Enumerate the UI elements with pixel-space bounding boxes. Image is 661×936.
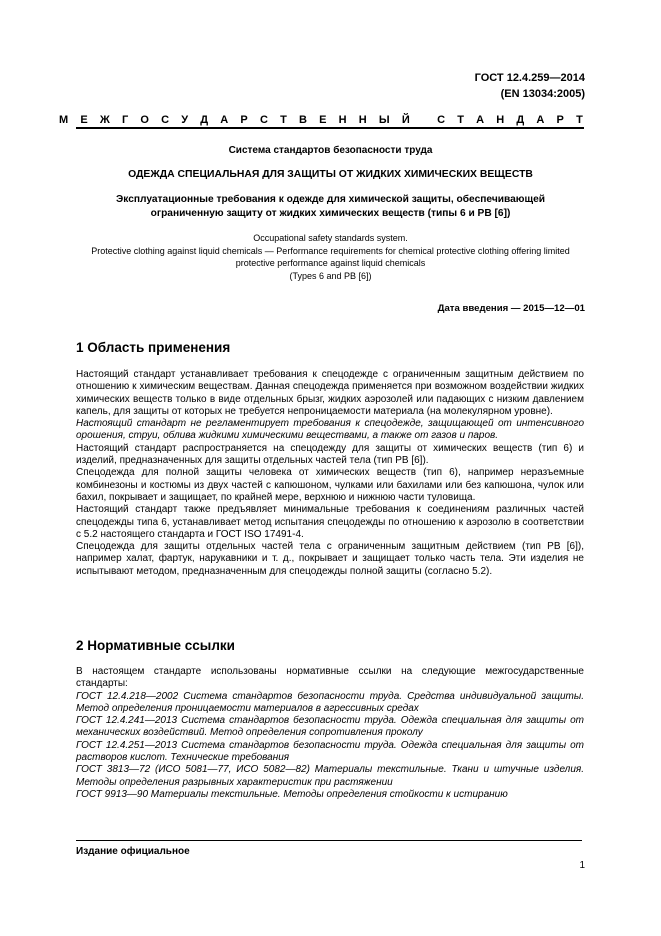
banner-letter: А [476,114,485,126]
banner-letter: Т [576,114,583,126]
banner-rule [76,127,584,129]
banner-letter: Ж [99,114,110,126]
banner-letter: Т [280,114,287,126]
banner-letter: Е [319,114,327,126]
section-2-body [76,666,584,801]
intro-date: Дата введения — 2015—12—01 [437,303,585,314]
english-title-line: (Types 6 and PB [6]) [289,270,372,281]
paragraph: Настоящий стандарт распространяется на спецодежду для защиты от химических веществ (тип 6) и изделий, предназначенных для защиты отдельных частей тела (тип PB [6]). [76,442,584,467]
english-title [40,232,621,282]
paragraph: В настоящем стандарте использованы нормативные ссылки на следующие межгосударственные стандарты: [76,666,584,690]
reference-item: ГОСТ 3813—72 (ИСО 5081—77, ИСО 5082—82) Материалы текстильные. Ткани и штучные изделия. Методы определения разрывных характеристик при растяжении [76,764,584,788]
subtitle [40,193,621,221]
banner-letter: Т [457,114,464,126]
paragraph: Настоящий стандарт устанавливает требования к спецодежде с ограниченным защитным действием по отношению к химическим веществам. Данная спецодежда применяется при возможном воздействии жидких химических веществ только в виде отдельных брызг, жидких аэрозолей или падающих с низким давлением капель, для защиты от которых не требуется непроницаемости материала (на молекулярном уровне). [76,369,584,417]
section-1-body [76,369,584,578]
banner-letter: Н [496,114,505,126]
banner-letter: Н [358,114,367,126]
official-edition-label: Издание официальное [76,846,190,857]
banner-letter: В [298,114,307,126]
gost-number: ГОСТ 12.4.259—2014 [474,72,585,84]
banner-letter: С [161,114,170,126]
paragraph: Спецодежда для защиты отдельных частей тела с ограниченным защитным действием (тип PB [6]), например халат, фартук, нарукавники и т. д., покрывает и защищает только часть тела. Эти изделия не испытывают методом, предназначенным для спецодежды полной защиты (согласно 5.2). [76,541,584,577]
page-number: 1 [579,860,585,871]
banner-letter: С [259,114,268,126]
banner-letter: У [181,114,189,126]
english-title-line: protective performance against liquid chemicals [235,258,426,268]
section-2-heading: 2 Нормативные ссылки [76,638,235,653]
paragraph: Настоящий стандарт не регламентирует требования к спецодежде, защищающей от интенсивного орошения, струи, облива жидкими химическими веществами, а также от газов и паров. [76,418,584,442]
banner-letter: Н [338,114,347,126]
reference-item: ГОСТ 12.4.251—2013 Система стандартов безопасности труда. Одежда специальная для защиты от растворов кислот. Технические требования [76,739,584,764]
banner-letter: М [59,114,69,126]
banner-letter: О [140,114,149,126]
banner-letter: Е [80,114,88,126]
subtitle-line: Эксплуатационные требования к одежде для химической защиты, обеспечивающей [115,194,546,205]
paragraph: Спецодежда для полной защиты человека от химических веществ (тип 6), например неразъемные комбинезоны и костюмы из двух частей с капюшоном, чулками или бахилами или без капюшона, чулок или бахил, покрывает и защищает, по крайней мере, верхнюю и нижнюю части туловища. [76,467,584,503]
banner-letter: А [220,114,229,126]
english-title-line: Protective clothing against liquid chemicals — Performance requirements for chemical protective clothing offering limited [91,245,570,256]
footer-rule [76,840,582,841]
system-title: Система стандартов безопасности труда [228,145,433,156]
en-number: (EN 13034:2005) [500,88,585,100]
document-header-code [475,70,585,102]
section-1-heading: 1 Область применения [76,340,231,355]
reference-item: ГОСТ 12.4.218—2002 Система стандартов безопасности труда. Средства индивидуальной защиты. Метод определения проницаемости материалов в агрессивных средах [76,690,584,714]
banner-letter: С [437,114,446,126]
banner-letter: Й [401,114,410,126]
english-title-line: Occupational safety standards system. [253,233,408,243]
banner-letter: Ы [378,114,390,126]
banner-letter: Д [200,114,209,126]
banner-letter [422,113,425,127]
interstate-standard-banner [59,113,583,127]
banner-letter: Г [121,114,129,126]
banner-letter: Р [556,114,564,126]
reference-item: ГОСТ 9913—90 Материалы текстильные. Методы определения стойкости к истиранию [76,788,508,800]
subtitle-line: ограниченную защиту от жидких химических веществ (типы 6 и PB [6]) [150,208,511,219]
banner-letter: Д [516,114,525,126]
reference-item: ГОСТ 12.4.241—2013 Система стандартов безопасности труда. Одежда специальная для защиты от механических воздействий. Метод определения сопротивления проколу [76,715,584,739]
banner-letter: А [536,114,545,126]
banner-letter: Р [240,114,248,126]
paragraph: Настоящий стандарт также предъявляет минимальные требования к соединениям различных частей спецодежды типа 6, устанавливает метод испытания спецодежды по отношению к аэрозолю в соответствии с 5.2 настоящего стандарта и ГОСТ ISO 17491-4. [76,504,584,540]
main-title: ОДЕЖДА СПЕЦИАЛЬНАЯ ДЛЯ ЗАЩИТЫ ОТ ЖИДКИХ ХИМИЧЕСКИХ ВЕЩЕСТВ [128,169,533,180]
